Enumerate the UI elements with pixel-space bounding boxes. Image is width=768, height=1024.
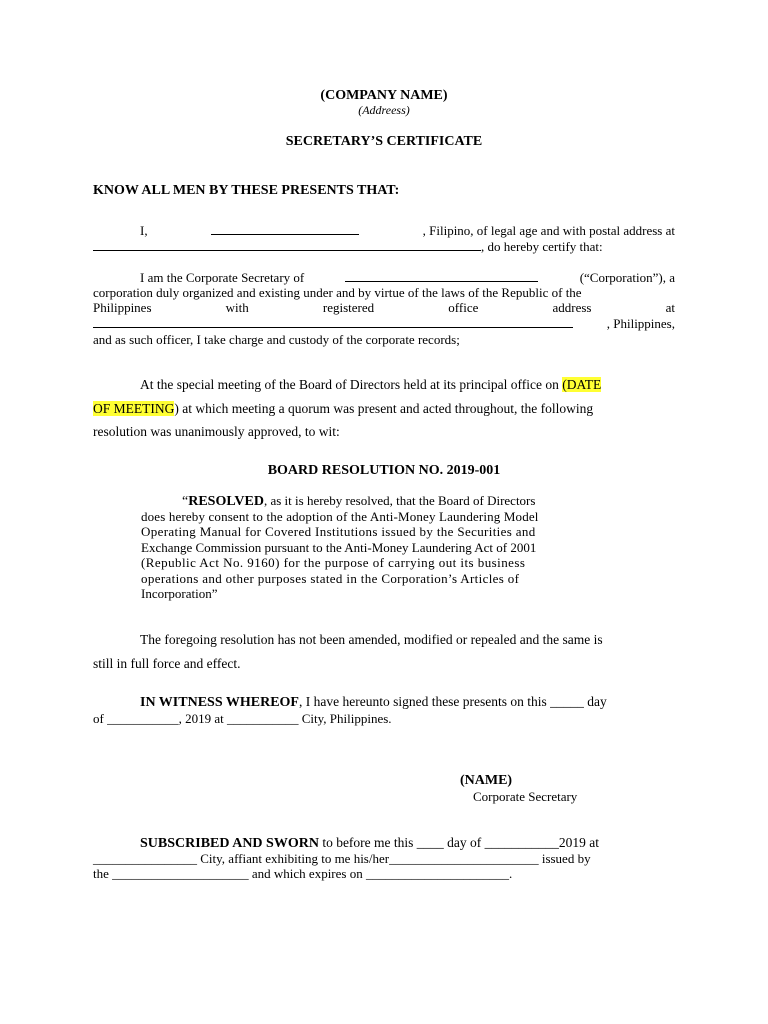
sworn-line3: the _____________________ and which expires on ______________________. [93,866,513,881]
para1-filipino: , Filipino, of legal age and with postal address at [422,223,675,238]
para1-line1 [140,223,675,238]
para3-line2: OF MEETING) at which meeting a quorum was present and acted throughout, the following [93,401,594,416]
resolution-line5: (Republic Act No. 9160) for the purpose of carrying out its business [141,555,526,570]
witness-line2: of ___________, 2019 at ___________ City, Philippines. [93,711,392,726]
resolved-keyword: RESOLVED [188,494,264,509]
address-blank [93,239,481,251]
para2-line2: corporation duly organized and existing under and by virtue of the laws of the Republic of the [93,285,582,300]
para1-certify: , do hereby certify that: [481,239,603,254]
name-blank [211,223,359,235]
company-address: (Addreess) [358,103,410,117]
company-name: (COMPANY NAME) [320,88,448,103]
para2-l4: , Philippines, [606,316,675,331]
para1-i: I, [140,223,148,238]
para2-l1a: I am the Corporate Secretary of [140,270,305,285]
corporation-blank [345,270,538,282]
para3-line3: resolution was unanimously approved, to wit: [93,424,340,439]
witness-keyword: IN WITNESS WHEREOF [140,695,299,710]
office-address-blank [93,316,573,328]
sworn-line1: SUBSCRIBED AND SWORN to before me this ____ day of ___________2019 at [140,835,600,851]
para2-line5: and as such officer, I take charge and custody of the corporate records; [93,332,460,347]
para1-line2 [93,239,603,254]
witness-line1: IN WITNESS WHEREOF, I have hereunto signed these presents on this _____ day [140,694,607,710]
meeting-date-highlight: (DATE [562,377,602,392]
intro-heading: KNOW ALL MEN BY THESE PRESENTS THAT: [93,183,400,198]
signatory-name: (NAME) [460,773,513,788]
sworn-line2: ________________ City, affiant exhibiting to me his/her_______________________ issued by [93,851,591,866]
resolution-title: BOARD RESOLUTION NO. 2019-001 [267,463,501,478]
para4-line2: still in full force and effect. [93,656,241,671]
resolution-line4: Exchange Commission pursuant to the Anti-Money Laundering Act of 2001 [141,540,537,555]
resolution-line6: operations and other purposes stated in the Corporation’s Articles of [141,571,520,586]
signatory-title: Corporate Secretary [473,789,578,804]
para3-line1: At the special meeting of the Board of Directors held at its principal office on (DATE [140,377,602,392]
para2-line4 [93,316,675,331]
certificate-title: SECRETARY’S CERTIFICATE [285,134,483,149]
para2-line1 [140,270,675,285]
sworn-keyword: SUBSCRIBED AND SWORN [140,836,319,851]
resolution-line1: “RESOLVED, as it is hereby resolved, that the Board of Directors [182,493,536,509]
para2-l1b: (“Corporation”), a [579,270,675,285]
resolution-line7: Incorporation” [141,586,218,601]
para2-line3: Philippines with registered office address at [93,300,675,315]
resolution-line3: Operating Manual for Covered Institutions issued by the Securities and [141,524,536,539]
meeting-date-highlight-2: OF MEETING [93,401,175,416]
resolution-line2: does hereby consent to the adoption of the Anti-Money Laundering Model [141,509,539,524]
para4-line1: The foregoing resolution has not been amended, modified or repealed and the same is [140,632,603,647]
